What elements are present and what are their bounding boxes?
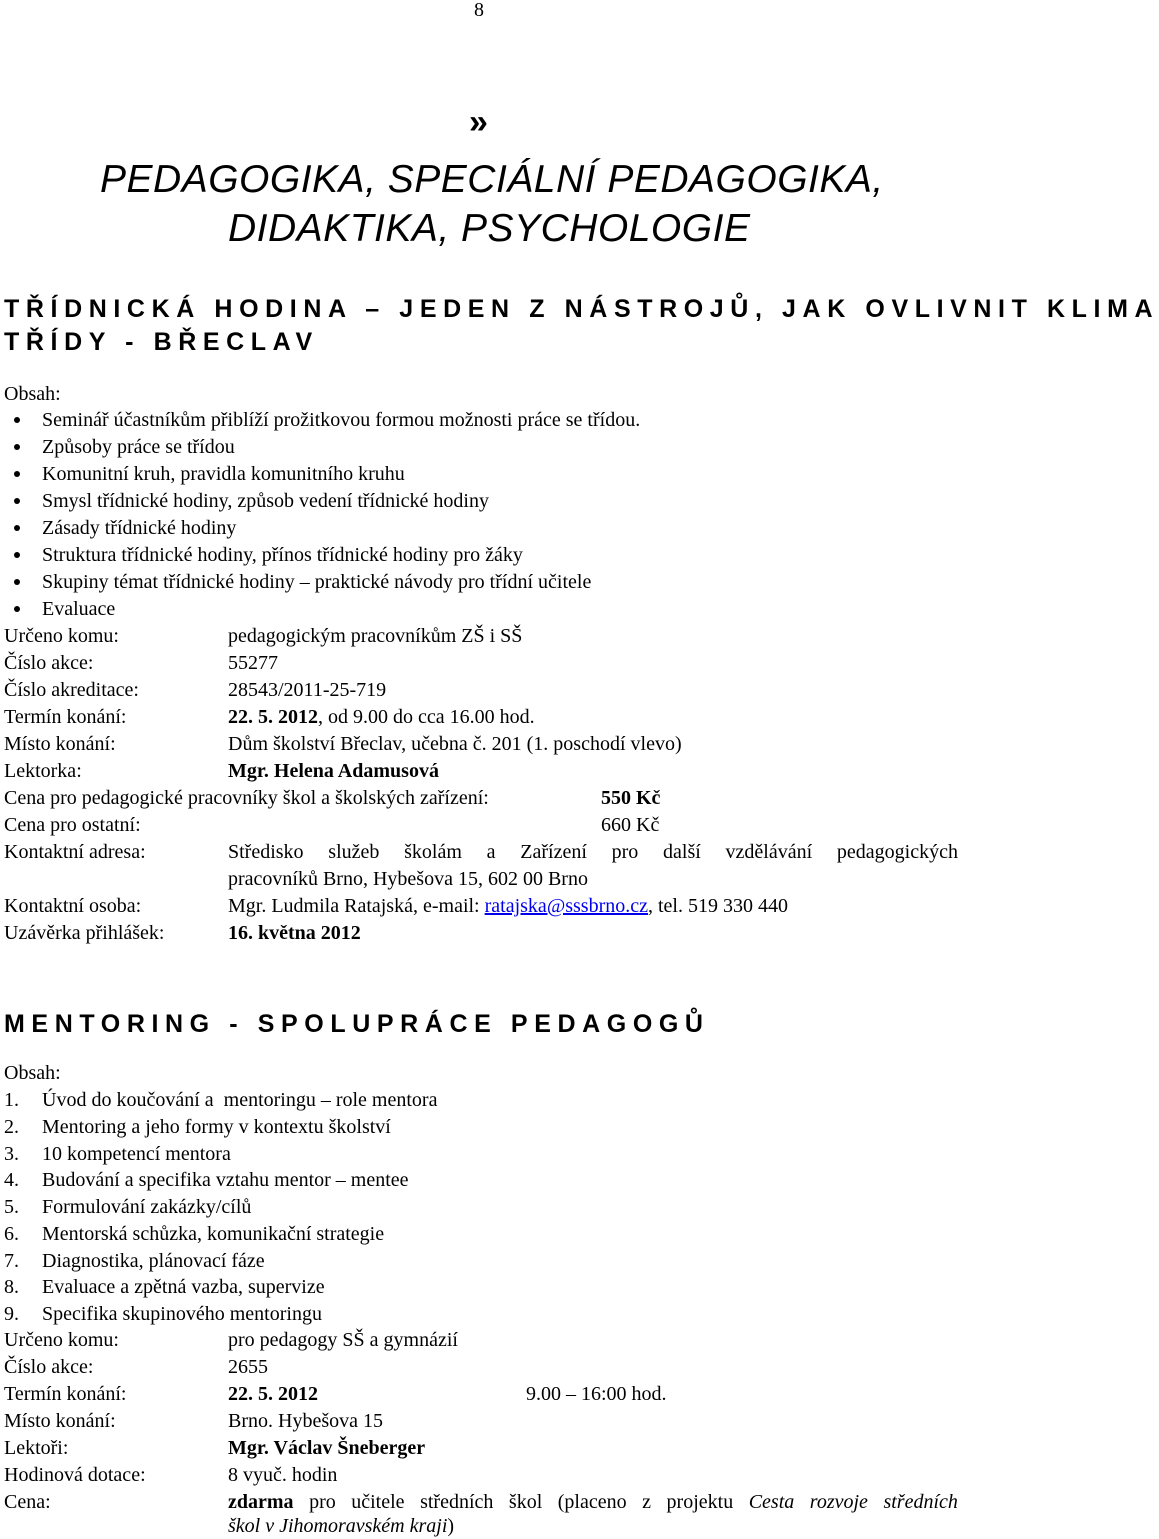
course1-cena-ost-value: 660 Kč [601,814,660,836]
main-title-line1: PEDAGOGIKA, SPECIÁLNÍ PEDAGOGIKA, [100,158,884,201]
list-item: Formulování zakázky/cílů [42,1196,252,1218]
list-item-number: 8. [4,1276,19,1298]
adresa-word: Středisko [228,841,304,863]
course1-lektorka-value: Mgr. Helena Adamusová [228,760,439,782]
main-title-line2: DIDAKTIKA, PSYCHOLOGIE [228,207,751,250]
list-item-number: 6. [4,1223,19,1245]
course2-termin-label: Termín konání: [4,1383,127,1405]
course1-cislo-akce-label: Číslo akce: [4,652,94,674]
bullet-icon [14,525,20,531]
cena-zdarma: zdarma [228,1491,294,1513]
course1-termin-label: Termín konání: [4,706,127,728]
course2-title: MENTORING - SPOLUPRÁCE PEDAGOGŮ [4,1010,710,1038]
course1-termin-value [228,704,535,730]
course2-dotace-value: 8 vyuč. hodin [228,1464,338,1486]
list-item-number: 3. [4,1143,19,1165]
osoba-phone: , tel. 519 330 440 [648,895,788,917]
list-item-number: 7. [4,1250,19,1272]
course1-adresa-label: Kontaktní adresa: [4,841,146,863]
list-item: Mentoring a jeho formy v kontextu školství [42,1116,391,1138]
adresa-word: pedagogických [836,841,958,863]
list-item: Evaluace [42,598,116,620]
course1-cena-ost-label: Cena pro ostatní: [4,814,141,836]
course2-misto-value: Brno. Hybešova 15 [228,1410,383,1432]
list-item: Budování a specifika vztahu mentor – mentee [42,1169,409,1191]
cena-word: (placeno [557,1491,627,1513]
list-item: 10 kompetencí mentora [42,1143,231,1165]
course2-cena-line2 [228,1513,454,1539]
list-item-number: 4. [4,1169,19,1191]
adresa-word: Zařízení [520,841,587,863]
course1-cena-ped-label: Cena pro pedagogické pracovníky škol a školských zařízení: [4,787,489,809]
course1-termin-time: , od 9.00 do cca 16.00 hod. [318,706,535,728]
page-number: 8 [474,0,484,21]
course1-uzaverka-value: 16. května 2012 [228,922,361,944]
course2-cena-label: Cena: [4,1491,51,1513]
course2-lektori-label: Lektoři: [4,1437,69,1459]
list-item: Komunitní kruh, pravidla komunitního kruhu [42,463,405,485]
adresa-word: školám [404,841,462,863]
course1-osoba-value [228,893,788,919]
list-item-number: 9. [4,1303,19,1325]
list-item: Zásady třídnické hodiny [42,517,237,539]
cena-word: z [642,1491,652,1513]
list-item-number: 5. [4,1196,19,1218]
course2-cislo-akce-value: 2655 [228,1356,268,1378]
adresa-word: a [486,841,496,863]
course1-akreditace-value: 28543/2011-25-719 [228,679,387,701]
course2-termin-time: 9.00 – 16:00 hod. [526,1383,667,1405]
course2-urceno-value: pro pedagogy SŠ a gymnázií [228,1329,458,1351]
cena-word: pro [309,1491,336,1513]
cena-paren: ) [447,1515,455,1537]
list-item: Struktura třídnické hodiny, přínos třídnické hodiny pro žáky [42,544,523,566]
cena-word: projektu [666,1491,734,1513]
course1-akreditace-label: Číslo akreditace: [4,679,139,701]
section-marker: » [469,103,488,141]
course2-urceno-label: Určeno komu: [4,1329,119,1351]
cena-project-word: středních [883,1491,958,1513]
course1-obsah-label: Obsah: [4,383,61,405]
list-item-number: 1. [4,1089,19,1111]
list-item: Skupiny témat třídnické hodiny – praktické návody pro třídní učitele [42,571,592,593]
course1-urceno-value: pedagogickým pracovníkům ZŠ i SŠ [228,625,523,647]
list-item: Smysl třídnické hodiny, způsob vedení třídnické hodiny [42,490,489,512]
cena-project-word: Cesta [748,1491,795,1513]
list-item-number: 2. [4,1116,19,1138]
course2-cislo-akce-label: Číslo akce: [4,1356,94,1378]
course1-termin-date: 22. 5. 2012 [228,706,318,728]
course1-cislo-akce-value: 55277 [228,652,278,674]
list-item: Specifika skupinového mentoringu [42,1303,322,1325]
bullet-icon [14,498,20,504]
course2-obsah-label: Obsah: [4,1062,61,1084]
bullet-icon [14,444,20,450]
course1-title-line2: TŘÍDY - BŘECLAV [4,328,319,356]
cena-word: učitele [351,1491,405,1513]
bullet-icon [14,552,20,558]
cena-word: středních [420,1491,494,1513]
adresa-word: pro [611,841,639,863]
course2-misto-label: Místo konání: [4,1410,116,1432]
list-item: Diagnostika, plánovací fáze [42,1250,265,1272]
course2-cena-line1 [228,1489,958,1515]
course1-misto-value: Dům školství Břeclav, učebna č. 201 (1. poschodí vlevo) [228,733,682,755]
bullet-icon [14,471,20,477]
adresa-word: služeb [328,841,380,863]
course1-urceno-label: Určeno komu: [4,625,119,647]
cena-project-word: rozvoje [809,1491,868,1513]
course2-termin-date: 22. 5. 2012 [228,1383,318,1405]
list-item: Mentorská schůzka, komunikační strategie [42,1223,385,1245]
list-item: Seminář účastníkům přiblíží prožitkovou formou možnosti práce se třídou. [42,409,641,431]
course2-lektori-value: Mgr. Václav Šneberger [228,1437,426,1459]
bullet-icon [14,417,20,423]
course1-adresa-line1 [228,839,958,865]
course1-uzaverka-label: Uzávěrka přihlášek: [4,922,165,944]
course1-adresa-line2: pracovníků Brno, Hybešova 15, 602 00 Brno [228,868,588,890]
list-item: Způsoby práce se třídou [42,436,235,458]
osoba-name: Mgr. Ludmila Ratajská, e-mail: [228,895,485,917]
course1-lektorka-label: Lektorka: [4,760,82,782]
course1-misto-label: Místo konání: [4,733,116,755]
cena-project-name: škol v Jihomoravském kraji [228,1515,448,1537]
course1-cena-ped-value: 550 Kč [601,787,661,809]
course2-dotace-label: Hodinová dotace: [4,1464,146,1486]
course1-osoba-label: Kontaktní osoba: [4,895,142,917]
list-item: Úvod do koučování a mentoringu – role mentora [42,1089,438,1111]
course1-title-line1: TŘÍDNICKÁ HODINA – JEDEN Z NÁSTROJŮ, JAK OVLIVNIT KLIMA [4,295,1159,323]
list-item: Evaluace a zpětná vazba, supervize [42,1276,325,1298]
cena-word: škol [508,1491,543,1513]
adresa-word: vzdělávání [725,841,813,863]
email-link[interactable]: ratajska@sssbrno.cz [484,895,648,917]
bullet-icon [14,606,20,612]
bullet-icon [14,579,20,585]
adresa-word: další [663,841,701,863]
